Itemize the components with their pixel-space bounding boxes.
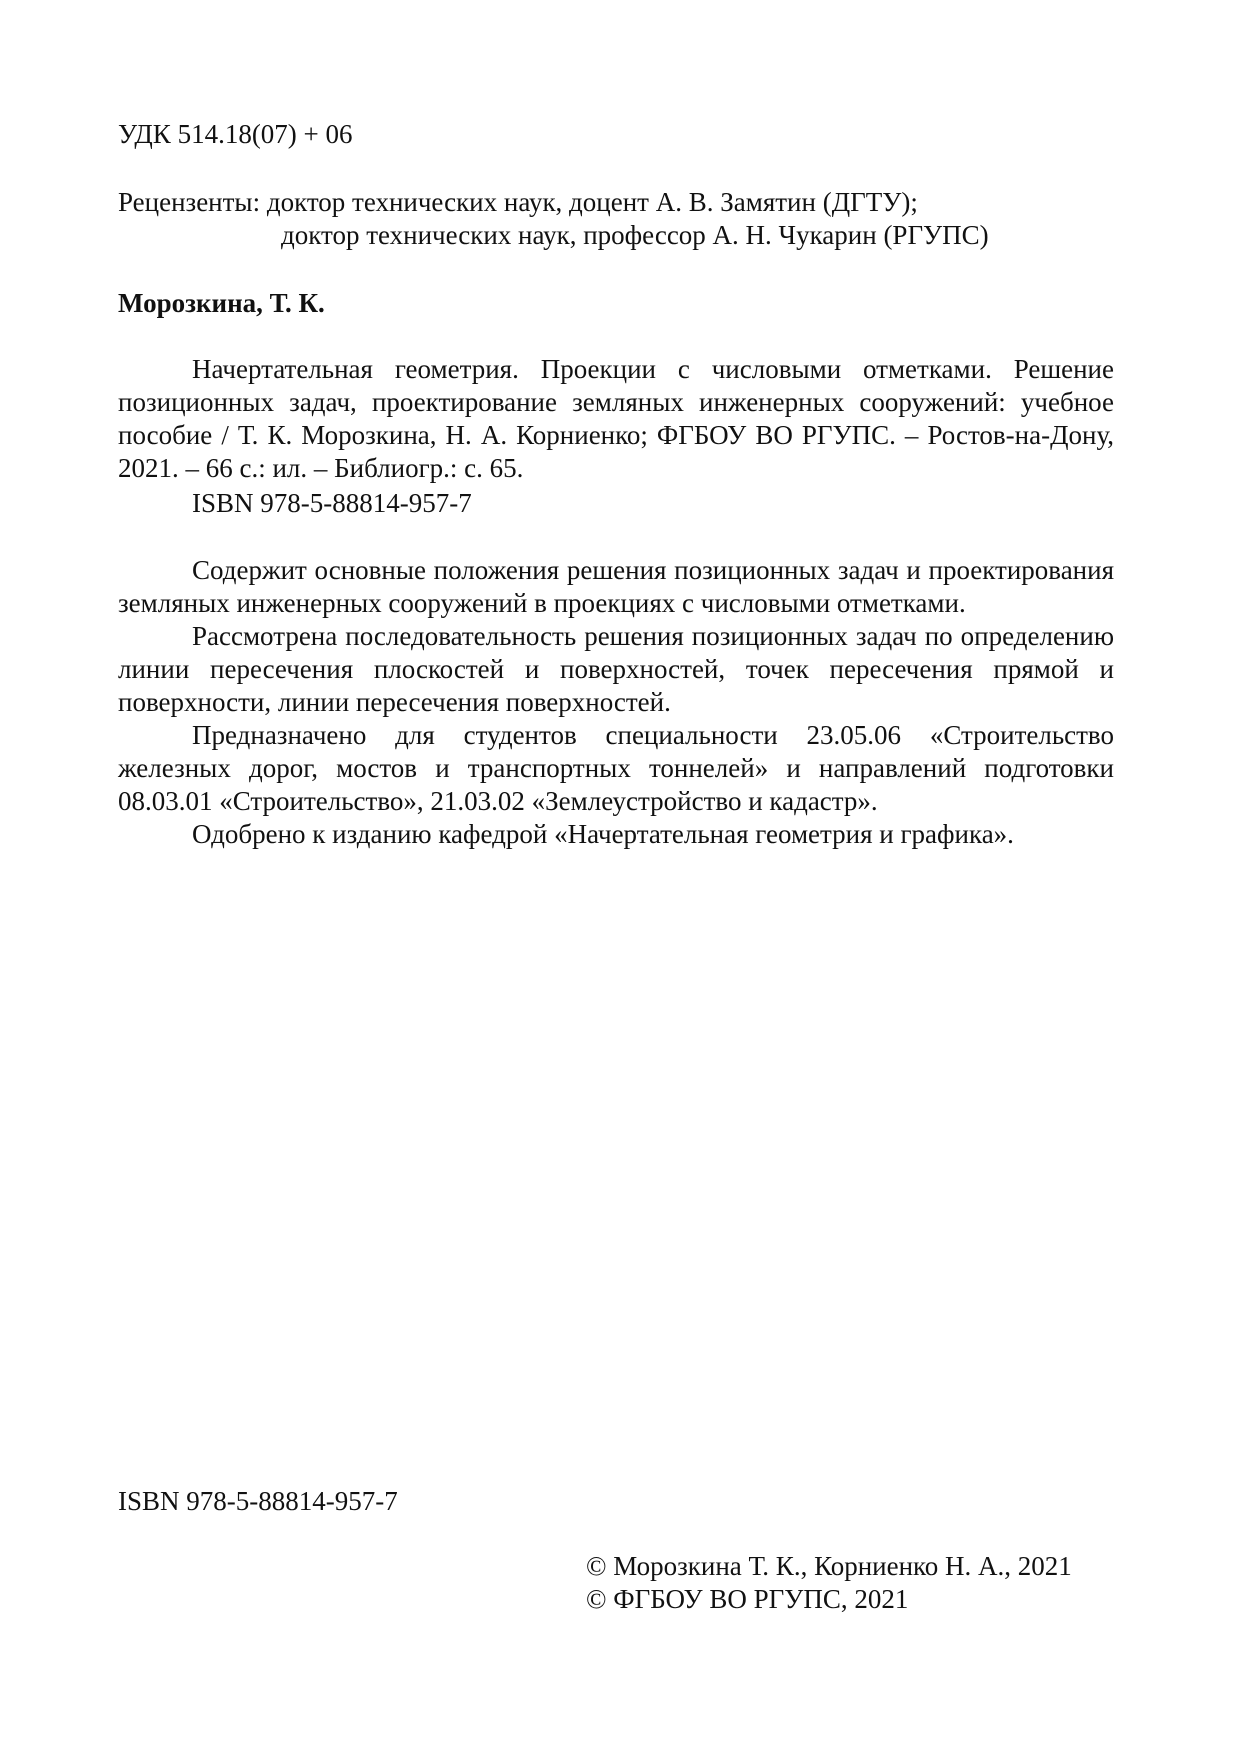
copyright-authors: © Морозкина Т. К., Корниенко Н. А., 2021 [586, 1551, 1072, 1581]
annotation-paragraph: Рассмотрена последовательность решения позиционных задач по определению линии пересечения плоскостей и поверхностей, точек пересечения прямой и поверхности, линии пересечения поверхностей. [118, 621, 1114, 717]
udc-code: УДК 514.18(07) + 06 [118, 119, 353, 149]
reviewers-label: Рецензенты: [118, 187, 261, 217]
reviewer-line-1 [118, 186, 989, 219]
reviewer-first: доктор технических наук, доцент А. В. Замятин (ДГТУ); [266, 187, 918, 217]
annotation [118, 554, 1114, 851]
copyright-block [586, 1550, 1072, 1616]
annotation-paragraph: Содержит основные положения решения позиционных задач и проектирования земляных инженерных сооружений в проекциях с числовыми отметками. [118, 555, 1114, 618]
reviewer-second: доктор технических наук, профессор А. Н. Чукарин (РГУПС) [281, 220, 989, 250]
bibliographic-description: Начертательная геометрия. Проекции с числовыми отметками. Решение позиционных задач, проектирование земляных инженерных сооружений: учебное пособие / Т. К. Морозкина, Н. А. Корниенко; ФГБОУ ВО РГУПС. – Ростов-на-Дону, 2021. – 66 с.: ил. – Библиогр.: с. 65. [118, 354, 1114, 483]
annotation-paragraph: Одобрено к изданию кафедрой «Начертательная геометрия и графика». [192, 819, 1014, 849]
reviewers-block [118, 186, 989, 252]
copyright-publisher: © ФГБОУ ВО РГУПС, 2021 [586, 1584, 909, 1614]
isbn-bottom: ISBN 978-5-88814-957-7 [118, 1486, 398, 1516]
annotation-paragraph: Предназначено для студентов специальности 23.05.06 «Строительство железных дорог, мостов и транспортных тоннелей» и направлений подготовки 08.03.01 «Строительство», 21.03.02 «Землеустройство и кадастр». [118, 720, 1114, 816]
isbn-line: ISBN 978-5-88814-957-7 [192, 488, 472, 518]
author-heading: Морозкина, Т. К. [118, 288, 325, 318]
